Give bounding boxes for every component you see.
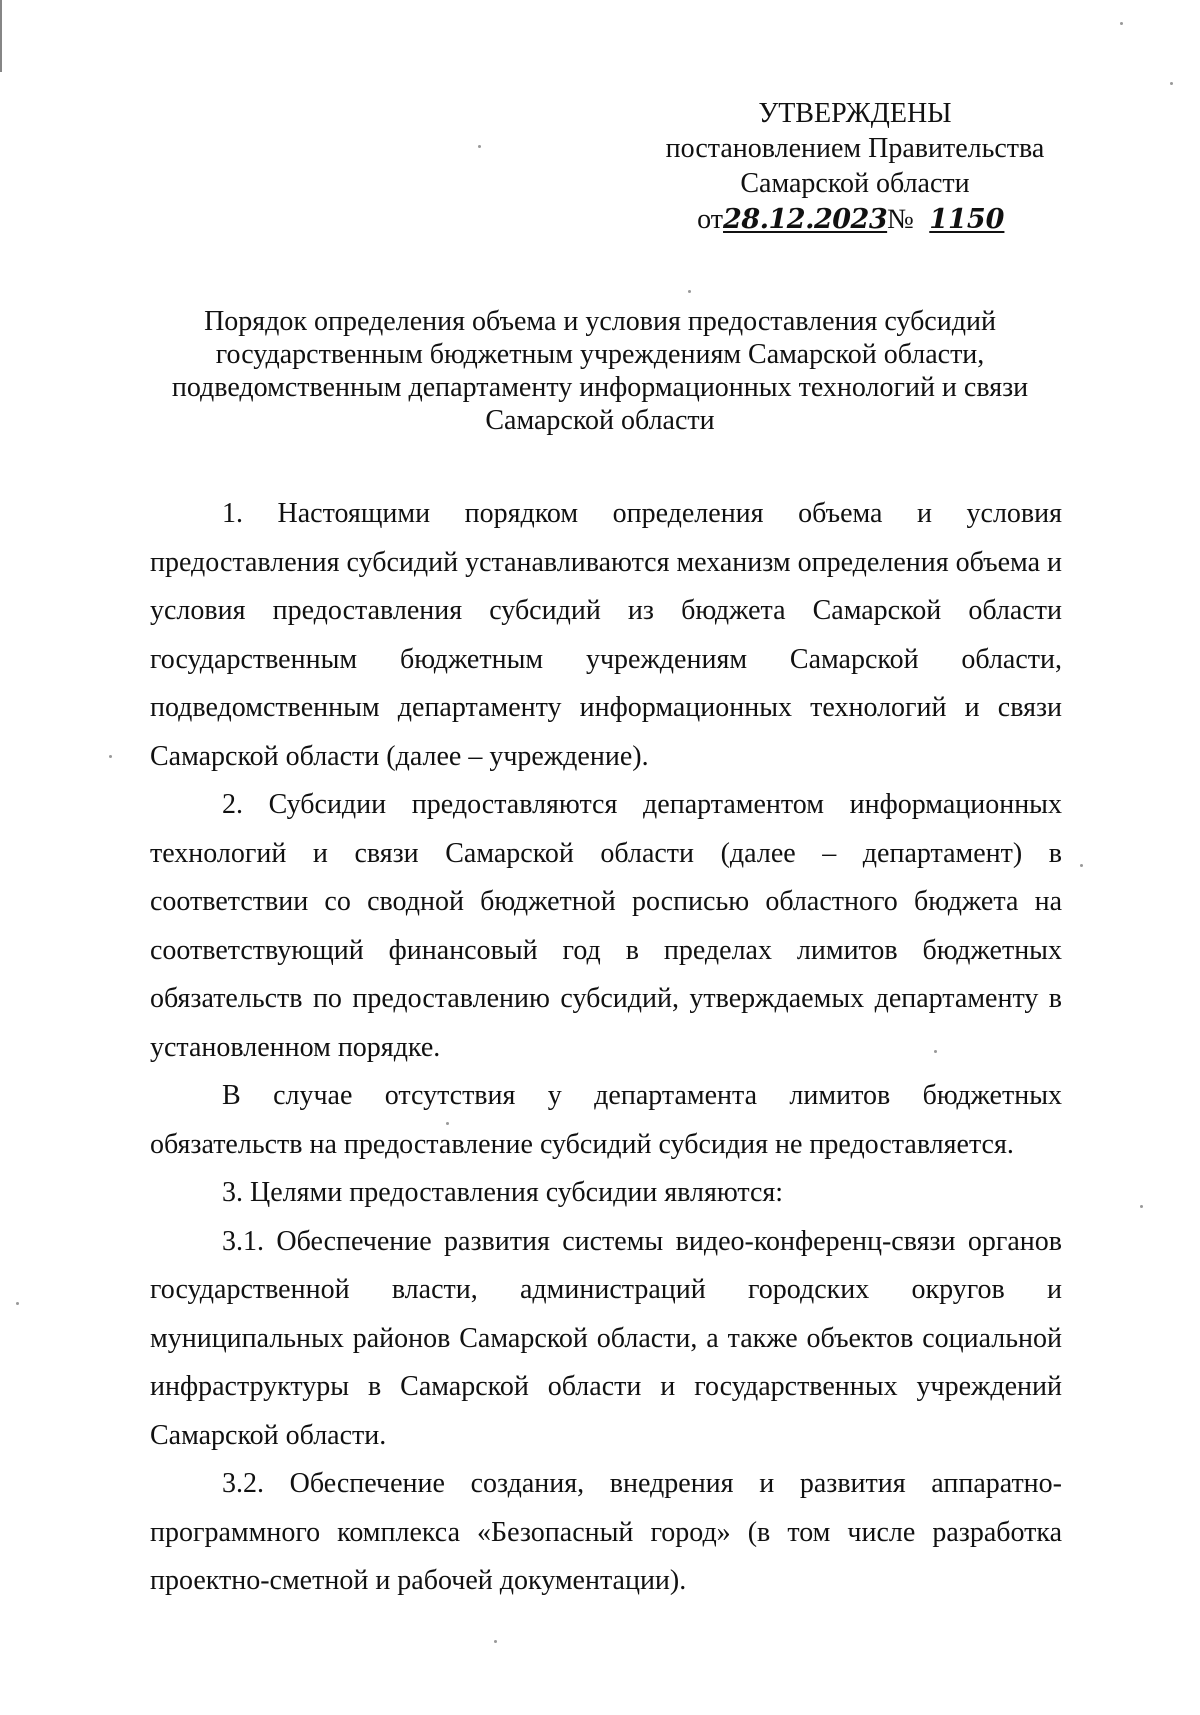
paragraph-3: 3. Целями предоставления субсидии являются: <box>222 1177 784 1208</box>
scan-edge-mark <box>0 0 2 72</box>
paragraph-2: 2. Субсидии предоставляются департаментом информационных технологий и связи Самарской области (далее – департамент) в соответствии со сводной бюджетной росписью областного бюджета на соответствующий финансовый год в пределах лимитов бюджетных обязательств по предоставлению субсидий, утверждаемых департаменту в установленном порядке. <box>150 789 1062 1063</box>
scan-speck <box>1080 864 1083 867</box>
approval-date-line <box>697 202 1013 237</box>
title-line-1: Порядок определения объема и условия предоставления субсидий <box>204 306 996 337</box>
paragraph-2-note: В случае отсутствия у департамента лимитов бюджетных обязательств на предоставление субсидий субсидия не предоставляется. <box>150 1080 1062 1160</box>
number-prefix: № <box>887 204 914 235</box>
handwritten-date: 28.12.2023 <box>723 204 888 235</box>
approval-line-2: Самарской области <box>740 168 970 199</box>
approval-block <box>640 96 1070 237</box>
title-line-3: подведомственным департаменту информационных технологий и связи <box>171 372 1029 403</box>
scan-speck <box>1170 82 1173 85</box>
title-line-4: Самарской области <box>485 405 715 436</box>
scan-speck <box>478 145 481 148</box>
document-body <box>150 490 1062 1606</box>
scan-speck <box>1120 22 1123 25</box>
paragraph-3-1: 3.1. Обеспечение развития системы видео-конференц-связи органов государственной власти, администраций городских округов и муниципальных районов Самарской области, а также объектов социальной инфраструктуры в Самарской области и государственных учреждений Самарской области. <box>150 1225 1062 1451</box>
scan-speck <box>1140 1205 1143 1208</box>
paragraph-3-2: 3.2. Обеспечение создания, внедрения и развития аппаратно-программного комплекса «Безопасный город» (в том числе разработка проектно-сметной и рабочей документации). <box>150 1468 1062 1596</box>
document-title <box>150 305 1050 437</box>
approval-line-1: постановлением Правительства <box>665 133 1045 164</box>
scan-speck <box>494 1640 497 1643</box>
scan-speck <box>109 755 112 758</box>
paragraph-1: 1. Настоящими порядком определения объема и условия предоставления субсидий устанавливаются механизм определения объема и условия предоставления субсидий из бюджета Самарской области государственным бюджетным учреждениям Самарской области, подведомственным департаменту информационных технологий и связи Самарской области (далее – учреждение). <box>150 498 1062 772</box>
date-prefix: от <box>697 204 724 235</box>
handwritten-number: 1150 <box>929 204 1005 235</box>
scan-speck <box>688 290 691 293</box>
approval-heading: УТВЕРЖДЕНЫ <box>758 98 952 129</box>
title-line-2: государственным бюджетным учреждениям Самарской области, <box>215 339 985 370</box>
scan-speck <box>16 1302 19 1305</box>
